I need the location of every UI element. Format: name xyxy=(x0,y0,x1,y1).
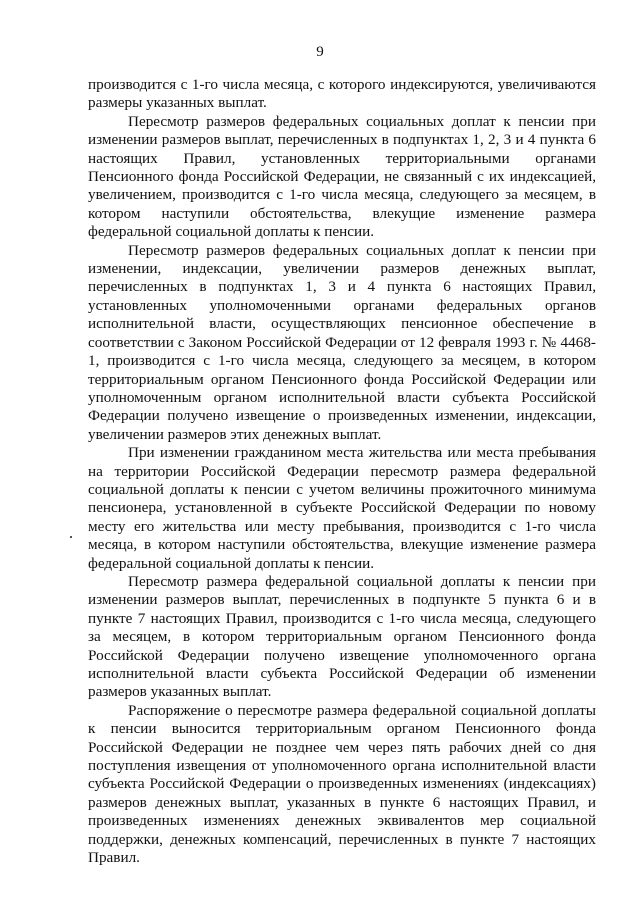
page-number: 9 xyxy=(316,44,324,60)
paragraph-residence-change: При изменении гражданином места жительства или места пребывания на территории Российской Федерации пересмотр размера федеральной социальной доплаты к пенсии с учетом величины прожиточного минимума пенсионера, установленной в субъекте Российской Федерации по новому месту его жительства или месту пребывания, производится с 1-го числа месяца, в котором наступили обстоятельства, влекущие изменение размера федеральной социальной доплаты к пенсии. xyxy=(88,444,596,572)
paragraph-federal-recalc-payments: Пересмотр размеров федеральных социальных доплат к пенсии при изменении размеров выплат, перечисленных в подпунктах 1, 2, 3 и 4 пункта 6 настоящих Правил, установленных территориальными органами Пенсионного фонда Российской Федерации, не связанный с их индексацией, увеличением, производится с 1-го числа месяца, следующего за месяцем, в котором наступили обстоятельства, влекущие изменение размера федеральной социальной доплаты к пенсии. xyxy=(88,112,596,241)
paragraph-continuation: производится с 1-го числа месяца, с которого индексируются, увеличиваются размеры указанных выплат. xyxy=(88,76,596,112)
paragraph-subpoint-5-recalc: Пересмотр размера федеральной социальной доплаты к пенсии при изменении размеров выплат, перечисленных в подпункте 5 пункта 6 и в пункте 7 настоящих Правил, производится с 1-го числа месяца, следующего за месяцем, в котором территориальным органом Пенсионного фонда Российской Федерации получено извещение уполномоченного органа исполнительной власти субъекта Российской Федерации об изменении размеров указанных выплат. xyxy=(88,572,596,701)
document-body xyxy=(88,76,596,867)
paragraph-federal-recalc-indexation: Пересмотр размеров федеральных социальных доплат к пенсии при изменении, индексации, увеличении размеров денежных выплат, перечисленных в подпунктах 1, 3 и 4 пункта 6 настоящих Правил, установленных уполномоченными органами федеральных органов исполнительной власти, осуществляющих пенсионное обеспечение в соответствии с Законом Российской Федерации от 12 февраля 1993 г. № 4468-1, производится с 1-го числа месяца, следующего за месяцем, в котором территориальным органом Пенсионного фонда Российской Федерации или уполномоченным органом исполнительной власти субъекта Российской Федерации получено извещение о произведенных изменении, индексации, увеличении размеров этих денежных выплат. xyxy=(88,241,596,443)
scan-speck xyxy=(70,536,72,538)
paragraph-recalc-order: Распоряжение о пересмотре размера федеральной социальной доплаты к пенсии выносится территориальным органом Пенсионного фонда Российской Федерации не позднее чем через пять рабочих дней со дня поступления извещения от уполномоченного органа исполнительной власти субъекта Российской Федерации о произведенных изменениях (индексациях) размеров денежных выплат, указанных в пункте 6 настоящих Правил, и произведенных изменениях денежных эквивалентов мер социальной поддержки, денежных компенсаций, перечисленных в пункте 7 настоящих Правил. xyxy=(88,701,596,867)
